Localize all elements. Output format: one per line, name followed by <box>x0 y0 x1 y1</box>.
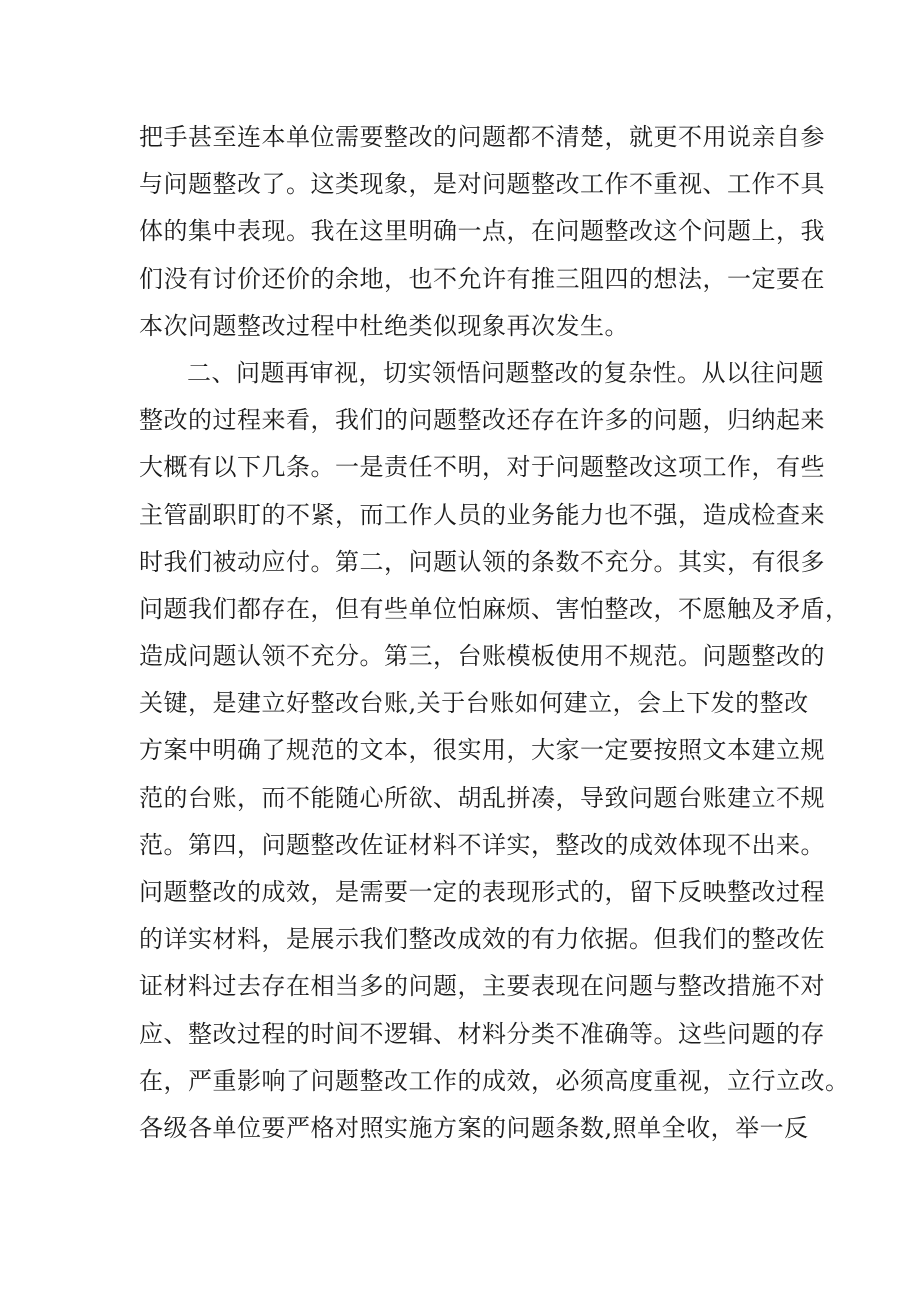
text-line: 方案中明确了规范的文本，很实用，大家一定要按照文本建立规 <box>139 736 825 765</box>
text-line: 本次问题整改过程中杜绝类似现象再次发生。 <box>139 311 629 340</box>
text-line: 与问题整改了。这类现象，是对问题整改工作不重视、工作不具 <box>139 170 825 199</box>
text-line: 各级各单位要严格对照实施方案的问题条数,照单全收，举一反 <box>139 1113 809 1142</box>
text-line: 的详实材料，是展示我们整改成效的有力依据。但我们的整改佐 <box>139 925 825 954</box>
text-line: 造成问题认领不充分。第三，台账模板使用不规范。问题整改的 <box>139 642 825 671</box>
text-line: 问题整改的成效，是需要一定的表现形式的，留下反映整改过程 <box>139 878 825 906</box>
text-line: 时我们被动应付。第二，问题认领的条数不充分。其实，有很多 <box>139 547 825 576</box>
text-line: 问题我们都存在，但有些单位怕麻烦、害怕整改，不愿触及矛盾， <box>139 594 850 623</box>
text-line: 在，严重影响了问题整改工作的成效，必须高度重视，立行立改。 <box>139 1066 850 1095</box>
text-line: 主管副职盯的不紧，而工作人员的业务能力也不强，造成检查来 <box>139 500 825 529</box>
text-line: 整改的过程来看，我们的问题整改还存在许多的问题，归纳起来 <box>139 406 825 435</box>
paragraph-1 <box>139 114 825 350</box>
text-line: 范的台账，而不能随心所欲、胡乱拼凑，导致问题台账建立不规 <box>139 783 825 812</box>
text-line: 证材料过去存在相当多的问题，主要表现在问题与整改措施不对 <box>139 972 825 1001</box>
text-line: 范。第四，问题整改佐证材料不详实，整改的成效体现不出来。 <box>139 830 825 859</box>
text-line: 大概有以下几条。一是责任不明，对于问题整改这项工作，有些 <box>139 453 825 482</box>
document-body <box>139 114 850 1152</box>
text-line: 关键，是建立好整改台账,关于台账如何建立，会上下发的整改 <box>139 689 809 718</box>
text-line: 把手甚至连本单位需要整改的问题都不清楚，就更不用说亲自参 <box>139 123 825 151</box>
text-line: 二、问题再审视，切实领悟问题整改的复杂性。从以往问题 <box>187 358 824 387</box>
text-line: 体的集中表现。我在这里明确一点，在问题整改这个问题上，我 <box>139 217 825 246</box>
paragraph-2 <box>139 350 850 1152</box>
text-line: 们没有讨价还价的余地，也不允许有推三阻四的想法，一定要在 <box>139 264 825 293</box>
text-line: 应、整改过程的时间不逻辑、材料分类不准确等。这些问题的存 <box>139 1019 825 1048</box>
